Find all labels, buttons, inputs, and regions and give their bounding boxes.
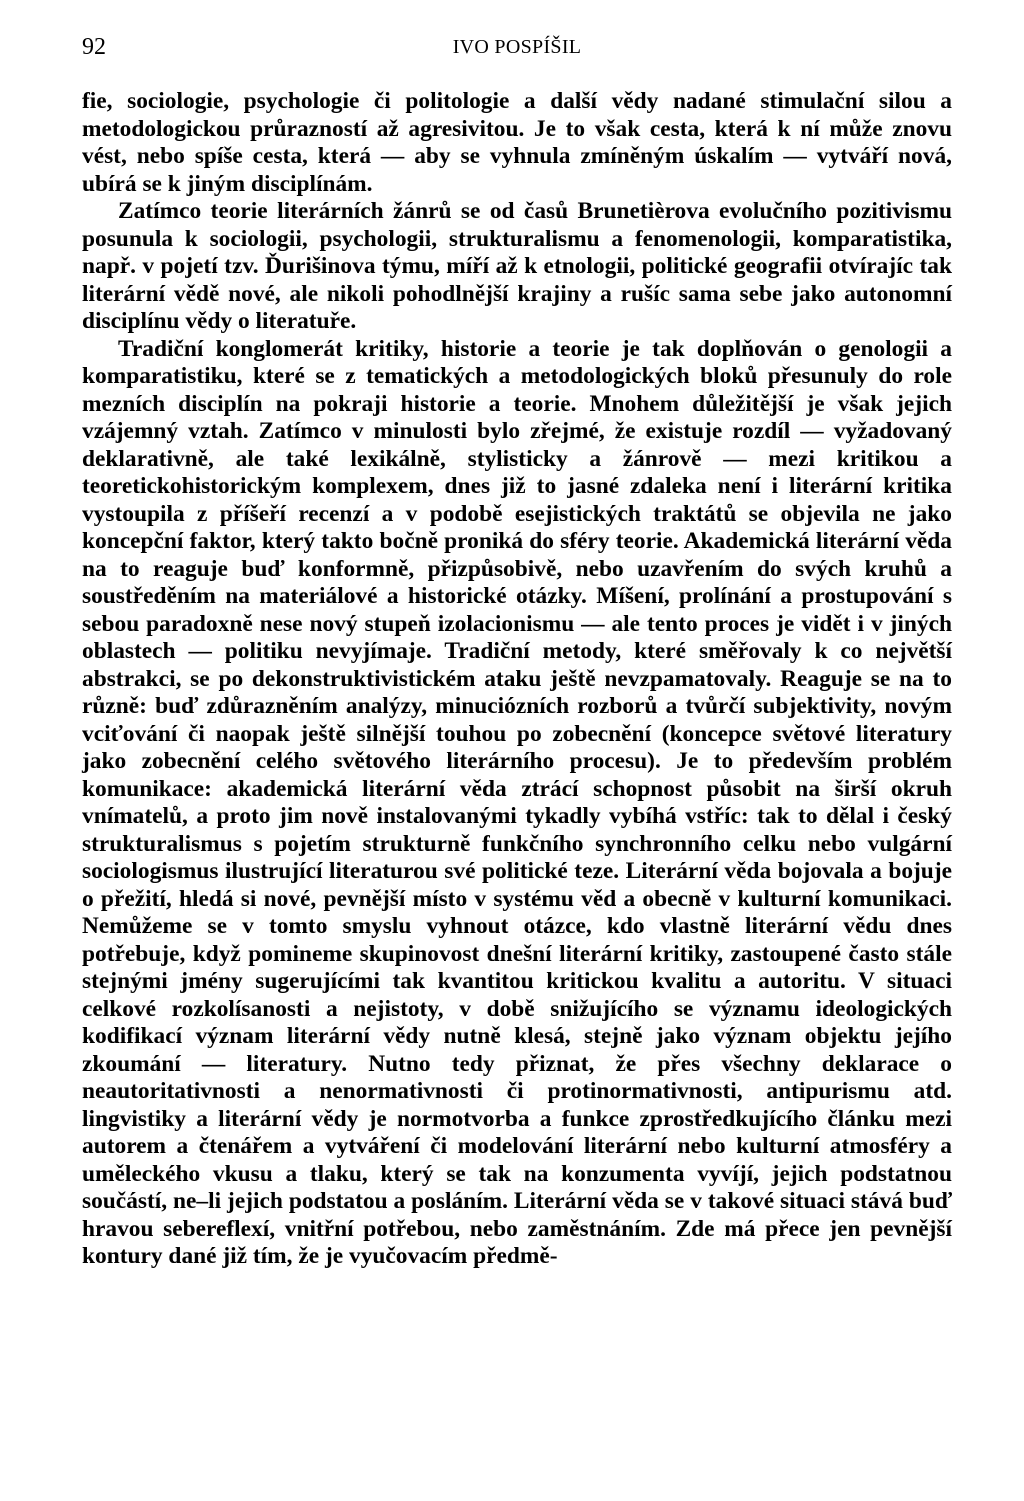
page-number: 92 — [82, 34, 106, 60]
body-text — [82, 88, 952, 1271]
running-title-author: IVO POSPÍŠIL — [452, 36, 582, 58]
book-page — [82, 28, 952, 1271]
paragraph: Tradiční konglomerát kritiky, historie a teorie je tak doplňován o genologii a komparatistiku, které se z tematických a metodologických bloků přesunuly do role mezních disciplín na pokraji historie a teorie. Mnohem důležitější je však jejich vzájemný vztah. Zatímco v minulosti bylo zřejmé, že existuje rozdíl — vyžadovaný deklarativně, ale také lexikálně, stylisticky a žánrově — mezi kritikou a teoretickohistorickým komplexem, dnes již to jasné zdaleka není i literární kritika vystoupila z příšeří recenzí a v podobě esejistických traktátů se objevila ne jako koncepční faktor, který takto bočně proniká do sféry teorie. Akademická literární věda na to reaguje buď konformně, přizpůsobivě, nebo uzavřením do svých kruhů a soustředěním na materiálové a historické otázky. Míšení, prolínání a prostupování s sebou paradoxně nese nový stupeň izolacionismu — ale tento proces je vidět i v jiných oblastech — politiku nevyjímaje. Tradiční metody, které směřovaly k co největší abstrakci, se po dekonstruktivistickém ataku ještě nevzpamatovaly. Reaguje se na to různě: buď zdůrazněním analýzy, minuciózních rozborů a tvůrčí subjektivity, novým vciťování či naopak ještě silnější touhou po zobecnění (koncepce světové literatury jako zobecnění celého světového literárního procesu). Je to především problém komunikace: akademická literární věda ztrácí schopnost působit na širší okruh vnímatelů, a proto jim nově instalovanými tykadly vybíhá vstříc: tak to dělal i český strukturalismus s pojetím strukturně funkčního synchronního celku nebo vulgární sociologismus ilustrující literaturou své politické teze. Literární věda bojovala a bojuje o přežití, hledá si nové, pevnější místo v systému věd a obecně v kulturní komunikaci. Nemůžeme se v tomto smyslu vyhnout otázce, kdo vlastně literární vědu dnes potřebuje, když pomineme skupinovost dnešní literární kritiky, zastoupené často stále stejnými jmény sugerujícími tak kvantitou kritickou kvalitu a autoritu. V situaci celkové rozkolísanosti a nejistoty, v době snižujícího se významu ideologických kodifikací význam literární vědy nutně klesá, stejně jako význam objektu jejího zkoumání — literatury. Nutno tedy přiznat, že přes všechny deklarace o neautoritativnosti a nenormativnosti či protinormativnosti, antipurismu atd. lingvistiky a literární vědy je normotvorba a funkce zprostředkujícího článku mezi autorem a čtenářem a vytváření či modelování literární nebo kulturní atmosféry a uměleckého vkusu a tlaku, který se tak na konzumenta vyvíjí, jejich podstatnou součástí, ne–li jejich podstatou a posláním. Literární věda se v takové situaci stává buď hravou sebereflexí, vnitřní potřebou, nebo zaměstnáním. Zde má přece jen pevnější kontury dané již tím, že je vyučovacím předmě- — [82, 335, 952, 1269]
paragraph-continuation: fie, sociologie, psychologie či politologie a další vědy nadané stimulační silou a metodologickou průrazností až agresivitou. Je to však cesta, která k ní může znovu vést, nebo spíše cesta, která — aby se vyhnula zmíněným úskalím — vytváří nová, ubírá se k jiným disciplínám. — [82, 88, 952, 197]
paragraph: Zatímco teorie literárních žánrů se od časů Brunetièrova evolučního pozitivismu posunula k sociologii, psychologii, strukturalismu a fenomenologii, komparatistika, např. v pojetí tzv. Ďurišinova týmu, míří až k etnologii, politické geografii otvírajíc tak literární vědě nové, ale nikoli pohodlnější krajiny a rušíc sama sebe jako autonomní disciplínu vědy o literatuře. — [82, 198, 952, 334]
running-header — [82, 28, 952, 68]
